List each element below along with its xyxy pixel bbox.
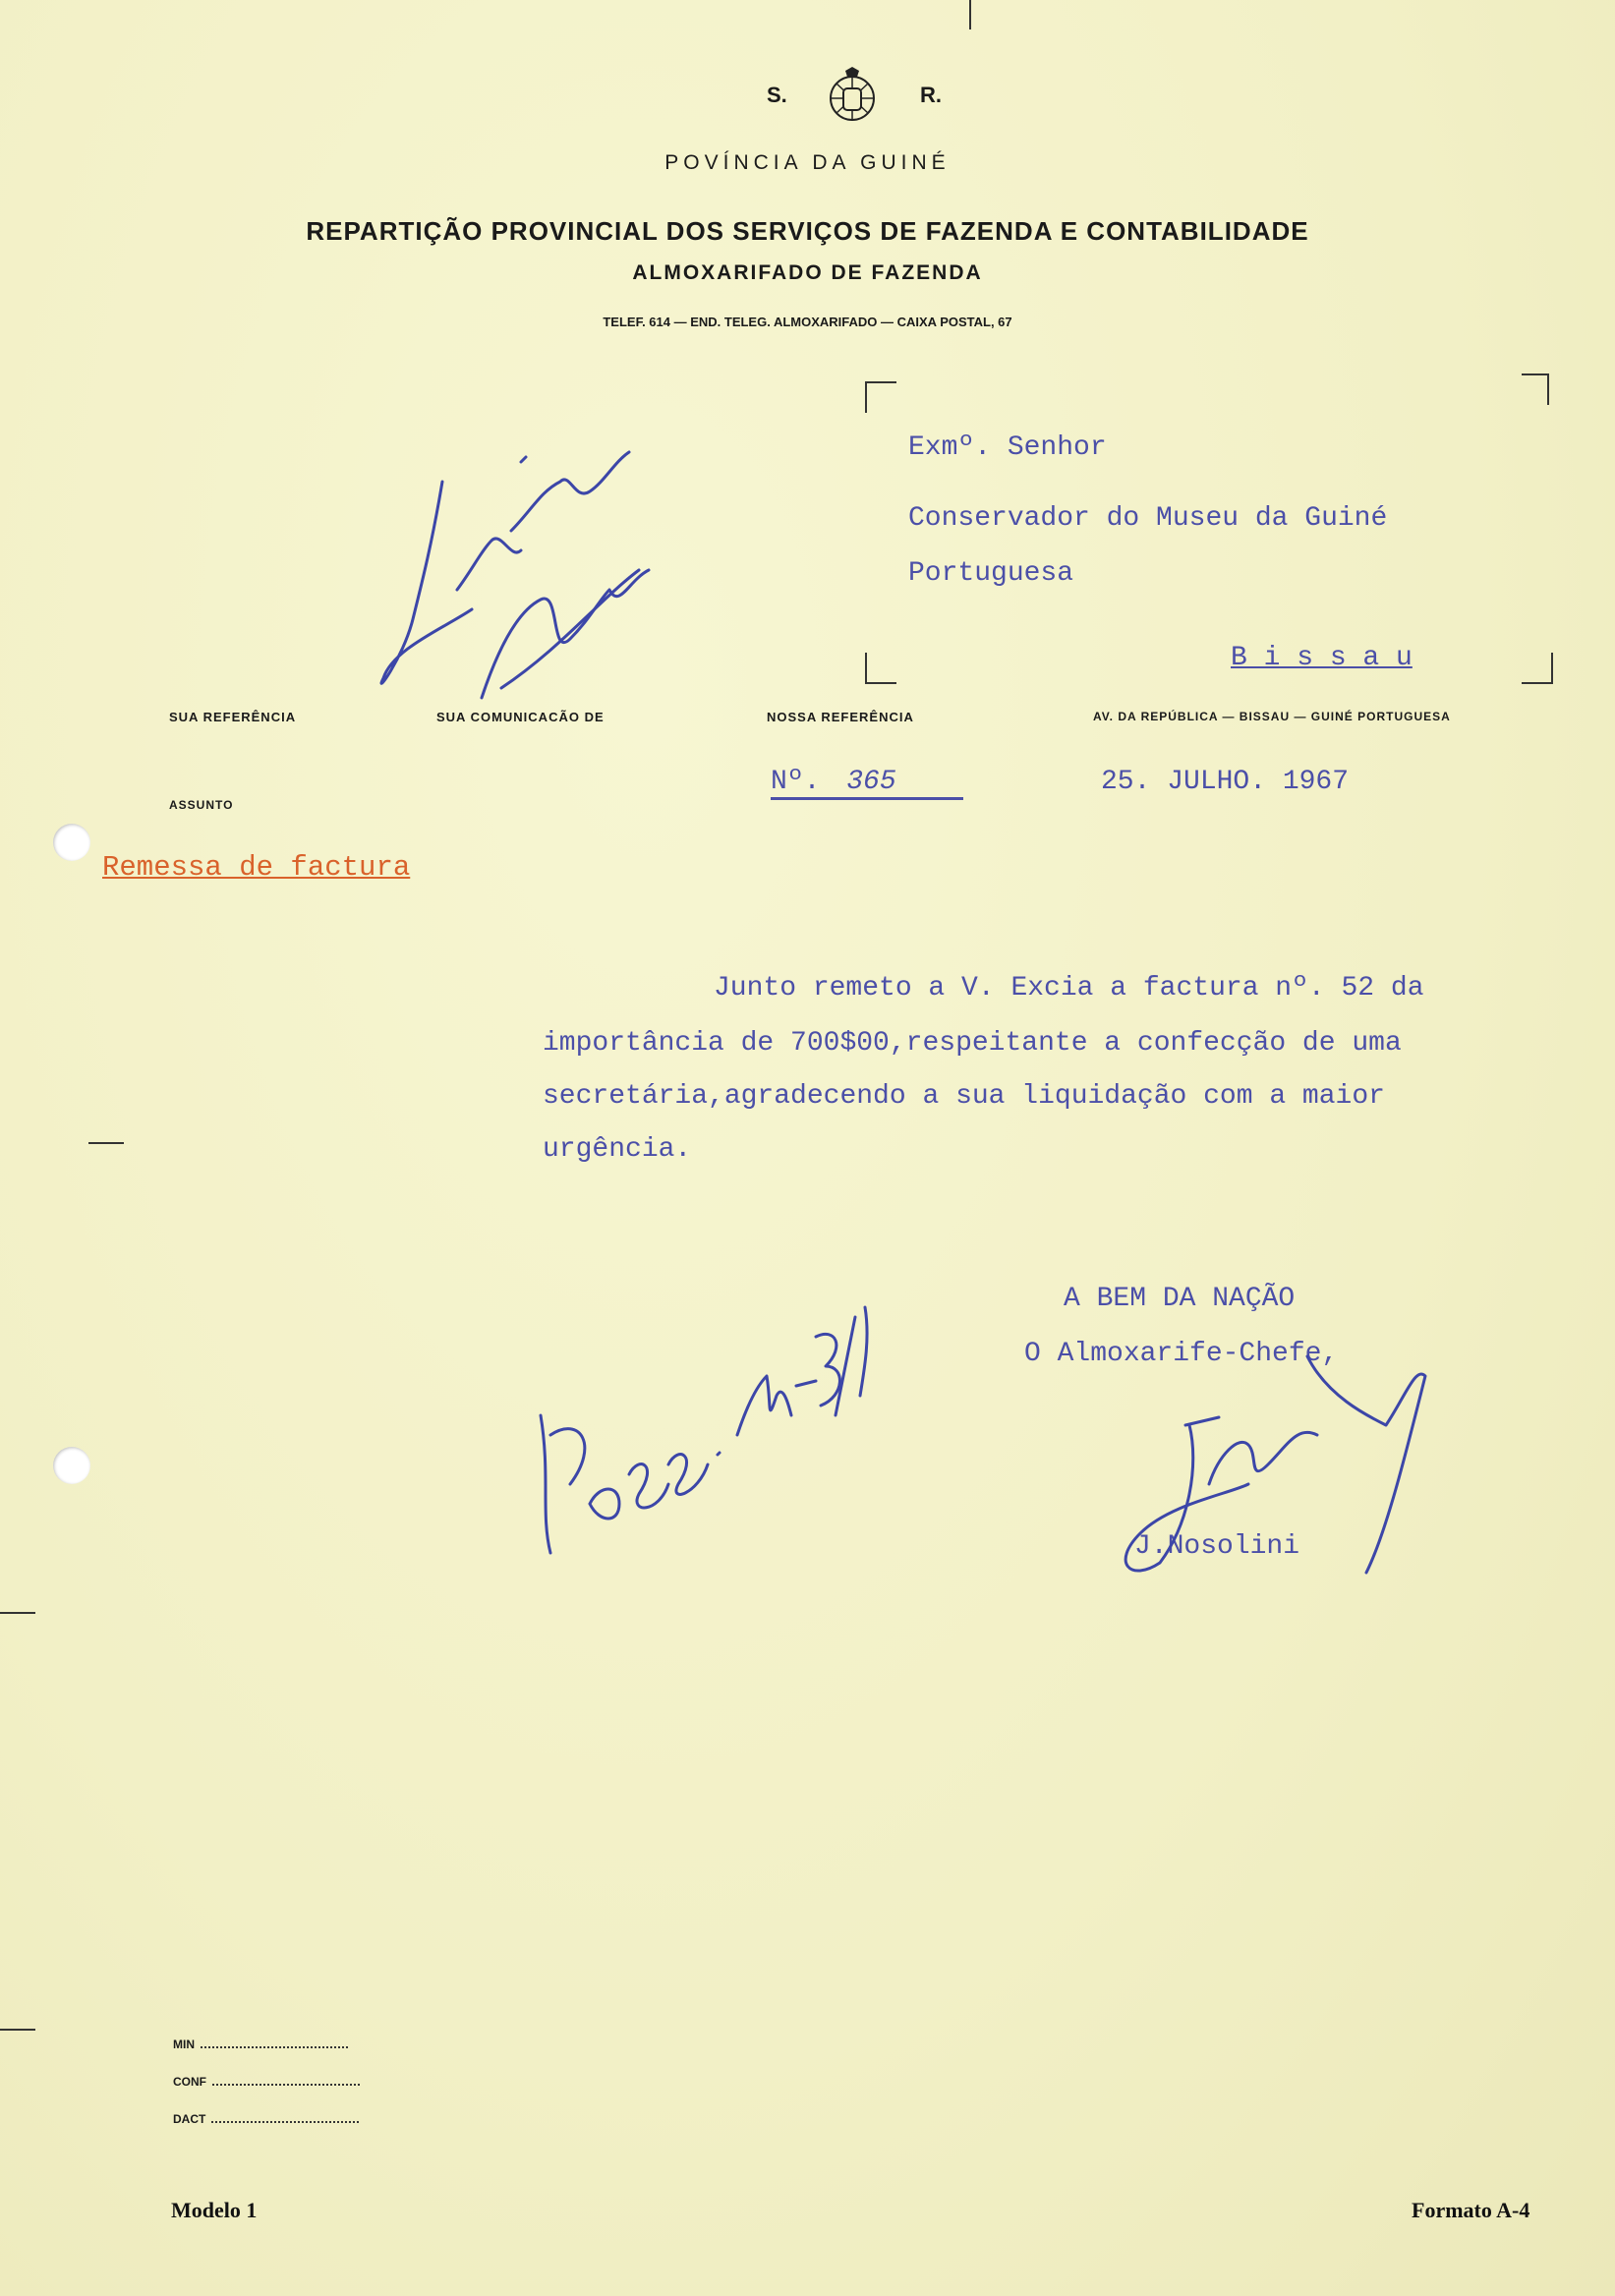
- fold-mark-1: [88, 1142, 124, 1144]
- closing-motto: A BEM DA NAÇÃO: [1064, 1284, 1296, 1314]
- recipient-city: B i s s a u: [1231, 643, 1413, 673]
- label-sua-comunicacao: SUA COMUNICACÃO DE: [436, 710, 605, 724]
- bracket-bottom-left: [865, 653, 896, 684]
- label-address: AV. DA REPÚBLICA — BISSAU — GUINÉ PORTUGUESA: [1093, 710, 1451, 723]
- contact-line: TELEF. 614 — END. TELEG. ALMOXARIFADO — CAIXA POSTAL, 67: [603, 315, 1012, 329]
- subject-line: Remessa de factura: [102, 851, 411, 884]
- header-r-letter: R.: [920, 83, 942, 107]
- signature: [1091, 1337, 1445, 1582]
- document-date: 25. JULHO. 1967: [1101, 767, 1350, 797]
- coat-of-arms-icon: [820, 67, 885, 128]
- footer-field-conf: [173, 2074, 360, 2089]
- bracket-bottom-right: [1522, 653, 1553, 684]
- recipient-line-2: Portuguesa: [908, 558, 1074, 589]
- footer-field-dact-label: DACT: [173, 2112, 206, 2126]
- reference-number: [771, 767, 963, 800]
- subdepartment-title: ALMOXARIFADO DE FAZENDA: [632, 261, 983, 284]
- label-assunto: ASSUNTO: [169, 798, 234, 812]
- footer-format: Formato A-4: [1412, 2198, 1530, 2222]
- province-title: POVÍNCIA DA GUINÉ: [664, 151, 951, 174]
- body-line-3: secretária,agradecendo a sua liquidação com a maior: [543, 1081, 1385, 1112]
- body-line-1: Junto remeto a V. Excia a factura nº. 52 da: [714, 973, 1424, 1004]
- fold-mark-3: [0, 2029, 35, 2031]
- reference-number-prefix: Nº.: [771, 767, 821, 797]
- footer-field-conf-label: CONF: [173, 2075, 206, 2089]
- fold-mark-2: [0, 1612, 35, 1614]
- handwritten-filing-note: [521, 1297, 894, 1573]
- signer-name: J.Nosolini: [1134, 1531, 1300, 1562]
- footer-model: Modelo 1: [171, 2198, 258, 2222]
- label-nossa-referencia: NOSSA REFERÊNCIA: [767, 710, 914, 724]
- top-edge-mark: [969, 0, 971, 29]
- footer-field-dact: [173, 2111, 359, 2126]
- recipient-line-1: Conservador do Museu da Guiné: [908, 503, 1388, 534]
- body-line-4: urgência.: [543, 1134, 692, 1165]
- footer-field-min: [173, 2037, 348, 2051]
- edge-bracket-top-right: [1522, 373, 1549, 405]
- department-title: REPARTIÇÃO PROVINCIAL DOS SERVIÇOS DE FAZENDA E CONTABILIDADE: [306, 216, 1309, 246]
- reference-number-value: 365: [846, 767, 896, 797]
- body-line-2: importância de 700$00,respeitante a confecção de uma: [543, 1028, 1402, 1059]
- recipient-salutation: Exmº. Senhor: [908, 432, 1107, 463]
- closing-role: O Almoxarife-Chefe,: [1024, 1339, 1339, 1369]
- punch-hole-bottom: [53, 1447, 90, 1484]
- bracket-top-left: [865, 381, 896, 413]
- footer-field-min-label: MIN: [173, 2038, 195, 2051]
- punch-hole-top: [53, 824, 90, 861]
- header-s-letter: S.: [767, 83, 787, 107]
- label-sua-referencia: SUA REFERÊNCIA: [169, 710, 297, 724]
- handwritten-approval: [364, 403, 659, 708]
